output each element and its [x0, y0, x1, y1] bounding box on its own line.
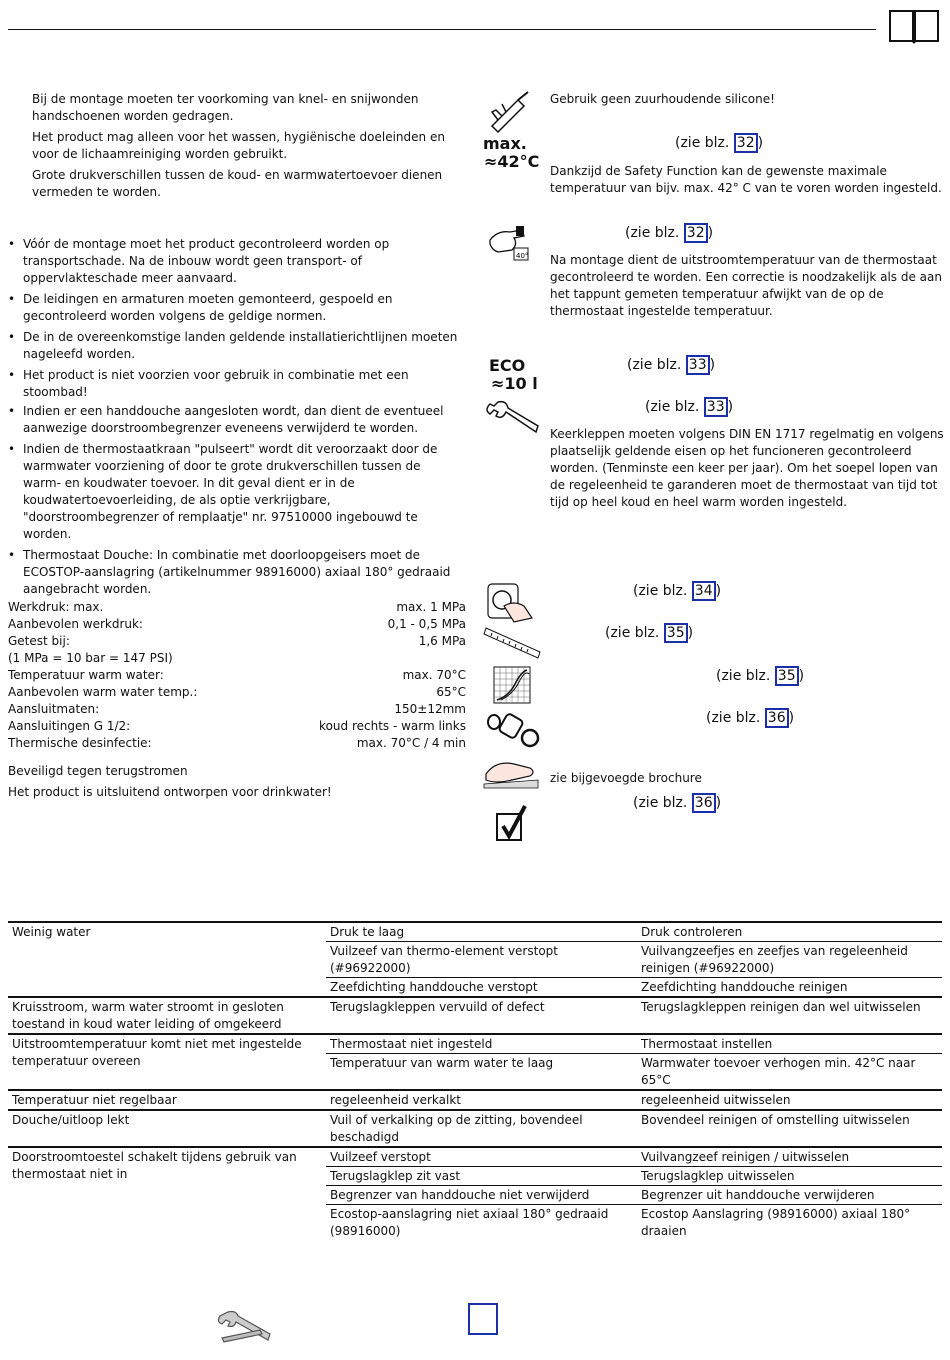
page-link[interactable]: 33 — [686, 355, 710, 375]
spec-label: Aanbevolen werkdruk: — [8, 617, 143, 631]
cause-cell: Ecostop-aanslagring niet axiaal 180° gedraaid (98916000) — [326, 1205, 637, 1241]
cause-cell: Vuilzeef verstopt — [326, 1147, 637, 1167]
cause-cell: Begrenzer van handdouche niet verwijderd — [326, 1186, 637, 1205]
hand-adjust-knob-icon — [484, 580, 536, 626]
problem-cell: Doorstroomtoestel schakelt tijdens gebruik van thermostaat niet in — [8, 1147, 326, 1240]
eco-label: ECO — [489, 356, 526, 375]
technical-data-table — [8, 599, 466, 752]
spec-value: koud rechts - warm links — [319, 719, 466, 733]
page-ref: (zie blz. 34 ) — [633, 583, 722, 599]
list-item: • Vóór de montage moet het product gecontroleerd worden op transportschade. Na de inbouw wordt geen transport- of oppervlakteschade meer aanvaard. — [8, 236, 458, 287]
spec-label: Thermische desinfectie: — [8, 736, 152, 750]
tools-icon — [216, 1308, 274, 1348]
cause-cell: Terugslagklep zit vast — [326, 1167, 637, 1186]
thermometer-hand-icon — [488, 222, 538, 264]
problem-cell: Kruisstroom, warm water stroomt in gesloten toestand in koud water leiding of omgekeerd — [8, 997, 326, 1034]
max-temp-label: max. — [483, 134, 527, 153]
wrench-icon — [484, 398, 540, 438]
page-ref: (zie blz. 32 ) — [625, 225, 714, 241]
page-ref: (zie blz. 35 ) — [716, 668, 805, 684]
table-row — [8, 1090, 942, 1110]
list-item: • De in de overeenkomstige landen geldende installatierichtlijnen moeten nageleefd worden. — [8, 329, 458, 363]
table-row — [8, 735, 466, 752]
checkbox-check-icon — [495, 804, 529, 842]
fix-cell: Druk controleren — [637, 922, 942, 942]
fix-cell: Bovendeel reinigen of omstelling uitwisselen — [637, 1110, 942, 1147]
table-row — [8, 1034, 942, 1054]
page-link[interactable]: 35 — [775, 666, 799, 686]
troubleshooting-table — [8, 921, 942, 1240]
table-row — [8, 701, 466, 718]
problem-cell: Temperatuur niet regelbaar — [8, 1090, 326, 1110]
cause-cell: Vuilzeef van thermo-element verstopt (#96922000) — [326, 942, 637, 978]
spec-value: 65°C — [436, 685, 466, 699]
page-ref: (zie blz. 33 ) — [645, 399, 734, 415]
table-row — [8, 1147, 942, 1167]
page-link[interactable]: 32 — [684, 223, 708, 243]
table-row — [8, 718, 466, 735]
maintenance-text: Keerkleppen moeten volgens DIN EN 1717 regelmatig en volgens plaatselijk geldende eisen op het funcioneren gecontroleerd worden. (Tenminste een keer per jaar). Om het soepel lopen van de regeleenheid te garanderen moet de thermostaat van tijd tot tijd op heel koud en heel warm worden ingesteld. — [550, 427, 944, 509]
spec-label: Temperatuur warm water: — [8, 668, 164, 682]
temperature-curve-chart-icon — [493, 666, 531, 704]
spec-value: 150±12mm — [394, 702, 466, 716]
fix-cell: Begrenzer uit handdouche verwijderen — [637, 1186, 942, 1205]
eco-flow-label: ≈10 l — [491, 374, 538, 393]
open-book-icon — [888, 8, 940, 44]
page-link[interactable]: 36 — [692, 793, 716, 813]
notes-bullets — [8, 403, 458, 602]
fix-cell: Ecostop Aanslagring (98916000) axiaal 180° draaien — [637, 1205, 942, 1241]
spec-label: Werkdruk: max. — [8, 600, 104, 614]
spec-value: 1,6 MPa — [418, 634, 466, 648]
installation-bullets — [8, 236, 458, 405]
page-ref: (zie blz. 32 ) — [675, 135, 764, 151]
spec-value: max. 70°C — [402, 668, 466, 682]
backflow-note: Beveiligd tegen terugstromen — [8, 764, 188, 778]
cause-cell: Thermostaat niet ingesteld — [326, 1034, 637, 1054]
table-row — [8, 616, 466, 633]
spec-label: Aanbevolen warm water temp.: — [8, 685, 198, 699]
page-ref: (zie blz. 36 ) — [633, 795, 722, 811]
spec-value: max. 70°C / 4 min — [356, 736, 466, 750]
list-item: • De leidingen en armaturen moeten gemonteerd, gespoeld en gecontroleerd worden volgens de geldige normen. — [8, 291, 458, 325]
page-link[interactable]: 33 — [704, 397, 728, 417]
list-item: • Het product is niet voorzien voor gebruik in combinatie met een stoombad! — [8, 367, 458, 401]
silicone-note: Gebruik geen zuurhoudende silicone! — [550, 92, 775, 106]
cause-cell: Zeefdichting handdouche verstopt — [326, 978, 637, 998]
page-ref: (zie blz. 36 ) — [706, 710, 795, 726]
spec-label: Aansluitmaten: — [8, 702, 100, 716]
calibration-text: Na montage dient de uitstroomtemperatuur van de thermostaat gecontroleerd te worden. Een correctie is noodzakelijk als de aan het tappunt gemeten temperatuur afwijkt van de op de thermostaat ingestelde temperatuur. — [550, 253, 942, 318]
safety-notes — [32, 91, 462, 205]
cause-cell: Vuil of verkalking op de zitting, bovendeel beschadigd — [326, 1110, 637, 1147]
silicone-gun-icon — [488, 90, 532, 130]
table-row — [8, 667, 466, 684]
fix-cell: Vuilvangzeef reinigen / uitwisselen — [637, 1147, 942, 1167]
spec-label: Getest bij: — [8, 634, 70, 648]
svg-text:40°: 40° — [516, 252, 529, 260]
spec-label: (1 MPa = 10 bar = 147 PSI) — [8, 651, 173, 665]
page-ref: (zie blz. 35 ) — [605, 625, 694, 641]
brochure-note: zie bijgevoegde brochure — [550, 771, 702, 785]
page-link[interactable]: 34 — [692, 581, 716, 601]
problem-cell: Douche/uitloop lekt — [8, 1110, 326, 1147]
table-row — [8, 1110, 942, 1147]
cause-cell: regeleenheid verkalkt — [326, 1090, 637, 1110]
fix-cell: Terugslagklep uitwisselen — [637, 1167, 942, 1186]
fix-cell: Zeefdichting handdouche reinigen — [637, 978, 942, 998]
fix-cell: Warmwater toevoer verhogen min. 42°C naar 65°C — [637, 1054, 942, 1091]
hand-cleaning-icon — [482, 754, 540, 790]
spec-value: max. 1 MPa — [396, 600, 466, 614]
problem-cell: Uitstroomtemperatuur komt niet met ingestelde temperatuur overeen — [8, 1034, 326, 1090]
list-item: • Indien er een handdouche aangesloten wordt, dan dient de eventueel aanwezige doorstroombegrenzer eveneens verwijderd te worden. — [8, 403, 458, 437]
table-row — [8, 997, 942, 1034]
spec-value — [266, 650, 466, 667]
header-rule — [8, 29, 876, 30]
ruler-icon — [484, 624, 542, 660]
cause-cell: Druk te laag — [326, 922, 637, 942]
safety-function-text: Dankzijd de Safety Function kan de gewenste maximale temperatuur van bijv. max. 42° C van te voren worden ingesteld. — [550, 164, 942, 195]
list-item: • Thermostaat Douche: In combinatie met doorloopgeisers moet de ECOSTOP-aanslagring (artikelnummer 98916000) axiaal 180° gedraaid aangebracht worden. — [8, 547, 458, 598]
table-row — [8, 633, 466, 650]
problem-cell: Weinig water — [8, 922, 326, 997]
fix-cell: Thermostaat instellen — [637, 1034, 942, 1054]
safety-note: Grote drukverschillen tussen de koud- en warmwatertoevoer dienen vermeden te worden. — [32, 168, 443, 199]
page-link[interactable]: 32 — [734, 133, 758, 153]
cartridge-parts-icon — [484, 708, 542, 750]
cause-cell: Terugslagkleppen vervuild of defect — [326, 997, 637, 1034]
spec-value: 0,1 - 0,5 MPa — [387, 617, 466, 631]
drinkwater-note: Het product is uitsluitend ontworpen voor drinkwater! — [8, 785, 332, 799]
temp-42-label: ≈42°C — [484, 152, 540, 171]
spec-label: Aansluitingen G 1/2: — [8, 719, 131, 733]
list-item: • Indien de thermostaatkraan "pulseert" wordt dit veroorzaakt door de warmwater voorziening of door te grote drukverschillen tussen de warm- en koudwater toevoer. In dit geval dient er in de koudwatertoevoerleiding, de als optie verkrijgbare, "doorstroombegrenzer of remplaatje" nr. 97510000 ingebouwd te worden. — [8, 441, 458, 543]
safety-note: Het product mag alleen voor het wassen, hygiënische doeleinden en voor de lichaamreiniging worden gebruikt. — [32, 130, 445, 161]
fix-cell: Terugslagkleppen reinigen dan wel uitwisselen — [637, 997, 942, 1034]
table-row — [8, 650, 466, 667]
cause-cell: Temperatuur van warm water te laag — [326, 1054, 637, 1091]
table-row — [8, 922, 942, 942]
fix-cell: regeleenheid uitwisselen — [637, 1090, 942, 1110]
table-row — [8, 684, 466, 701]
page-link[interactable]: 35 — [664, 623, 688, 643]
page-ref: (zie blz. 33 ) — [627, 357, 716, 373]
page-number-box — [468, 1303, 498, 1335]
table-row — [8, 599, 466, 616]
safety-note: Bij de montage moeten ter voorkoming van knel- en snijwonden handschoenen worden gedragen. — [32, 92, 419, 123]
page-link[interactable]: 36 — [765, 708, 789, 728]
fix-cell: Vuilvangzeefjes en zeefjes van regeleenheid reinigen (#96922000) — [637, 942, 942, 978]
